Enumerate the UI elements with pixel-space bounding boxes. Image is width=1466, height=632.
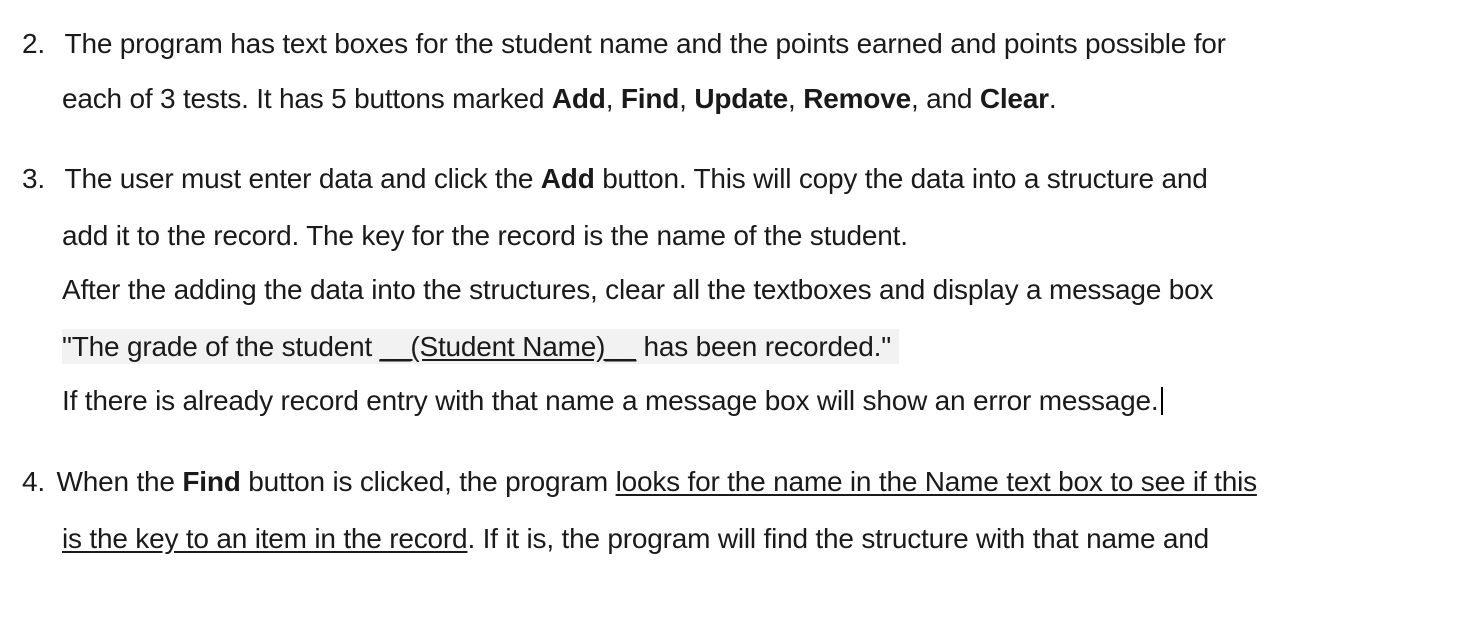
update-button-label: Update bbox=[694, 83, 789, 114]
separator: , bbox=[679, 83, 695, 114]
item-3-line-5 bbox=[62, 384, 1163, 418]
separator: , and bbox=[910, 83, 980, 114]
item-3-line-1 bbox=[22, 162, 1208, 196]
find-keyword: Find bbox=[182, 466, 241, 497]
item-4-underlined-2: is the key to an item in the record bbox=[62, 523, 468, 554]
item-4-number: 4. bbox=[22, 466, 45, 497]
separator: , bbox=[605, 83, 621, 114]
item-4-text-1-mid: button is clicked, the program bbox=[240, 466, 616, 497]
item-3-line-4 bbox=[62, 330, 899, 364]
add-keyword: Add bbox=[540, 163, 595, 194]
quote-pre: "The grade of the student bbox=[62, 331, 380, 362]
item-2-line-1 bbox=[22, 27, 1226, 61]
item-3-line-3 bbox=[62, 273, 1213, 307]
item-3-text-1-post: button. This will copy the data into a structure and bbox=[594, 163, 1208, 194]
item-4-text-2-post: . If it is, the program will find the structure with that name and bbox=[467, 523, 1210, 554]
item-3-number: 3. bbox=[22, 163, 45, 194]
item-2-line-2 bbox=[62, 82, 1056, 116]
item-3-text-2: add it to the record. The key for the record is the name of the student. bbox=[62, 220, 908, 251]
separator: , bbox=[788, 83, 804, 114]
item-2-text-2: each of 3 tests. It has 5 buttons marked bbox=[62, 83, 552, 114]
message-quote bbox=[62, 329, 899, 364]
text-cursor bbox=[1161, 387, 1163, 415]
quote-post: has been recorded." bbox=[635, 331, 891, 362]
remove-button-label: Remove bbox=[803, 83, 911, 114]
period: . bbox=[1048, 83, 1057, 114]
item-4-text-1-pre: When the bbox=[56, 466, 183, 497]
find-button-label: Find bbox=[620, 83, 680, 114]
add-button-label: Add bbox=[551, 83, 606, 114]
item-3-line-2 bbox=[62, 219, 908, 253]
item-3-text-1-pre: The user must enter data and click the bbox=[64, 163, 541, 194]
item-4-line-2 bbox=[62, 522, 1209, 556]
item-4-underlined-1: looks for the name in the Name text box to see if this bbox=[615, 466, 1257, 497]
item-2-number: 2. bbox=[22, 28, 45, 59]
item-4-line-1 bbox=[22, 465, 1257, 499]
item-2-text-1: The program has text boxes for the student name and the points earned and points possible for bbox=[64, 28, 1226, 59]
student-name-placeholder: __(Student Name)__ bbox=[379, 331, 636, 362]
item-3-text-3: After the adding the data into the structures, clear all the textboxes and display a message box bbox=[62, 274, 1214, 305]
clear-button-label: Clear bbox=[979, 83, 1049, 114]
item-3-text-5: If there is already record entry with that name a message box will show an error message. bbox=[62, 385, 1159, 416]
